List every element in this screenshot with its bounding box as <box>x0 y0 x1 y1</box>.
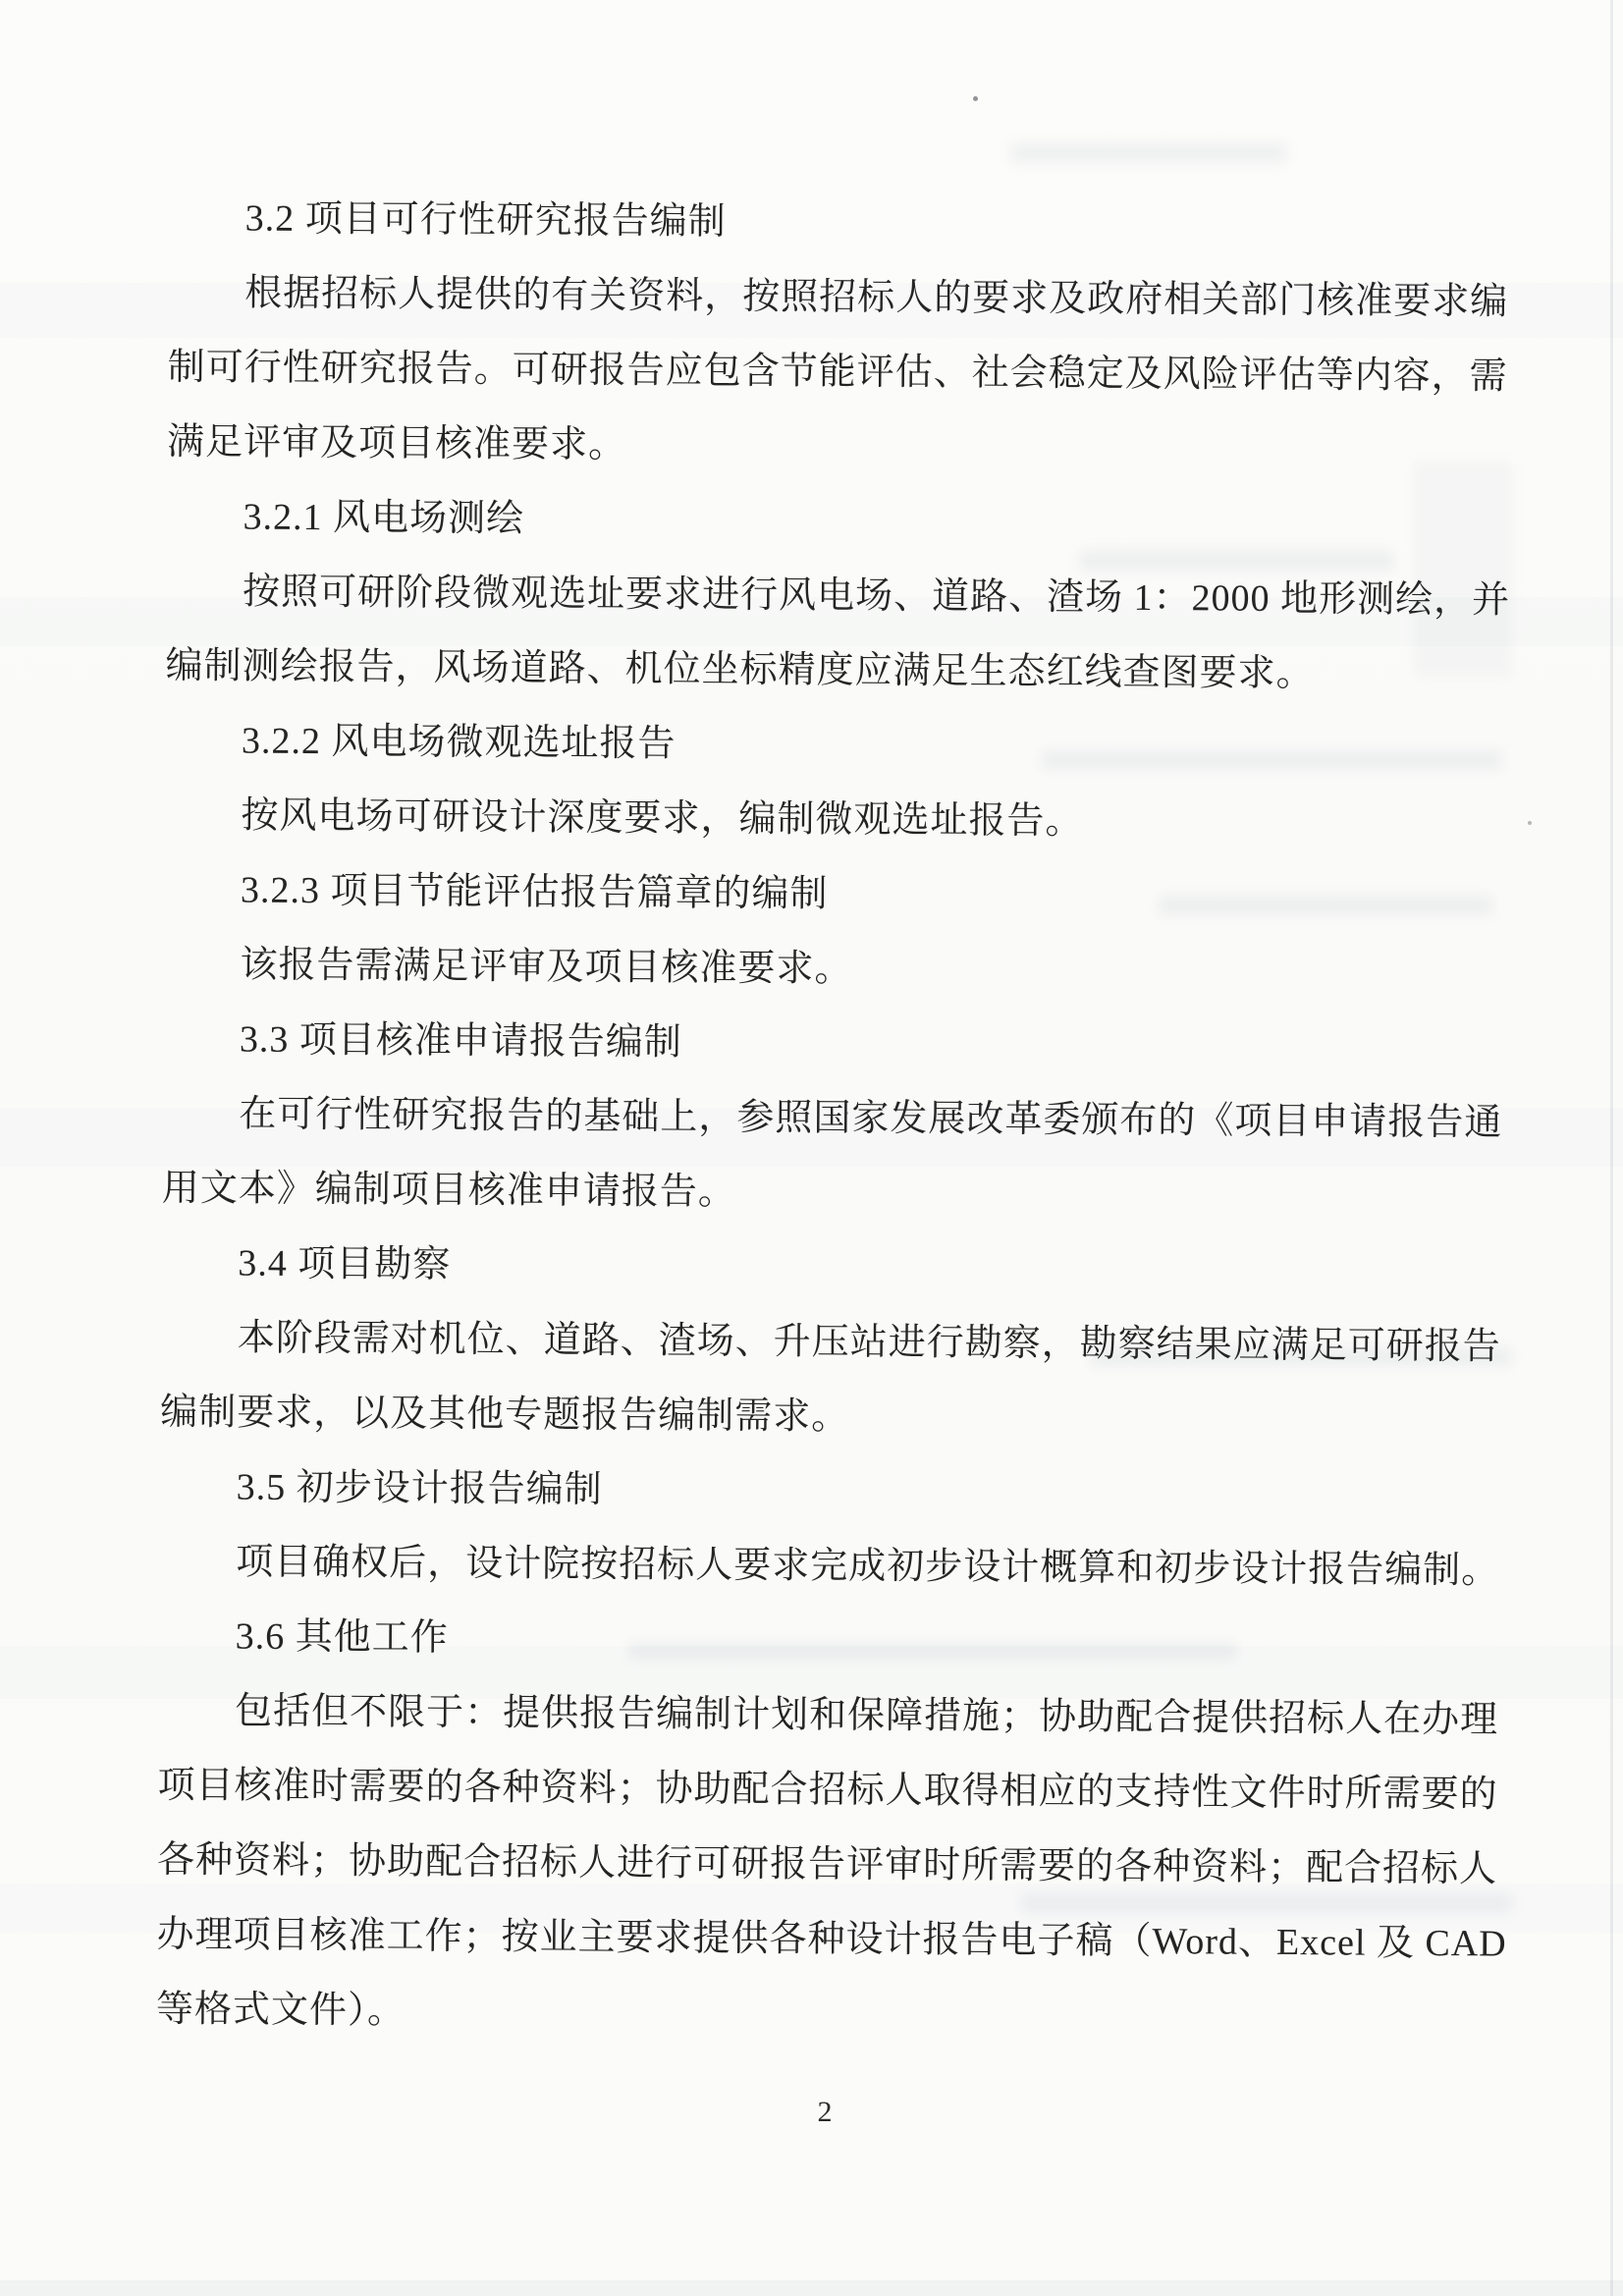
paragraph-line: 编制测绘报告，风场道路、机位坐标精度应满足生态红线查图要求。 <box>165 644 1315 695</box>
section-heading-3-3: 3.3 项目核准申请报告编制 <box>239 1018 683 1064</box>
section-heading-3-5: 3.5 初步设计报告编制 <box>236 1466 603 1511</box>
section-heading-3-2-2: 3.2.2 风电场微观选址报告 <box>241 720 676 765</box>
ink-speck <box>973 96 978 101</box>
paragraph-line: 根据招标人提供的有关资料，按照招标人的要求及政府相关部门核准要求编 <box>244 272 1509 323</box>
paragraph-line: 各种资料；协助配合招标人进行可研报告评审时所需要的各种资料；配合招标人 <box>156 1838 1498 1890</box>
paragraph-line: 办理项目核准工作；按业主要求提供各种设计报告电子稿（Word、Excel 及 CAD <box>156 1913 1507 1965</box>
section-heading-3-2: 3.2 项目可行性研究报告编制 <box>244 197 727 243</box>
bleedthrough-artifact <box>1011 143 1286 163</box>
scan-edge-shadow <box>0 2280 1623 2296</box>
document-body <box>156 181 1563 2056</box>
paragraph-line: 本阶段需对机位、道路、渣场、升压站进行勘察，勘察结果应满足可研报告 <box>237 1317 1501 1368</box>
paragraph-line: 用文本》编制项目核准申请报告。 <box>161 1167 736 1214</box>
section-heading-3-4: 3.4 项目勘察 <box>238 1242 452 1286</box>
paragraph-line: 项目确权后，设计院按招标人要求完成初步设计概算和初步设计报告编制。 <box>236 1541 1500 1592</box>
paragraph-line: 按风电场可研设计深度要求，编制微观选址报告。 <box>241 794 1084 843</box>
section-heading-3-2-1: 3.2.1 风电场测绘 <box>243 496 525 540</box>
paragraph-line: 包括但不限于：提供报告编制计划和保障措施；协助配合提供招标人在办理 <box>234 1690 1499 1741</box>
section-heading-3-2-3: 3.2.3 项目节能评估报告篇章的编制 <box>240 869 829 915</box>
section-heading-3-6: 3.6 其他工作 <box>235 1615 449 1660</box>
paragraph-line: 项目核准时需要的各种资料；协助配合招标人取得相应的支持性文件时所需要的 <box>157 1764 1498 1816</box>
paragraph-line: 编制要求，以及其他专题报告编制需求。 <box>160 1391 850 1438</box>
scan-edge-shadow <box>1610 0 1613 2296</box>
page-number: 2 <box>817 2096 833 2128</box>
paragraph-line: 制可行性研究报告。可研报告应包含节能评估、社会稳定及风险评估等内容，需 <box>167 346 1508 398</box>
paragraph-line: 按照可研阶段微观选址要求进行风电场、道路、渣场 1：2000 地形测绘，并 <box>242 571 1511 622</box>
paragraph-line: 在可行性研究报告的基础上，参照国家发展改革委颁布的《项目申请报告通 <box>239 1093 1503 1144</box>
paragraph-line: 等格式文件）。 <box>155 1988 406 2032</box>
paragraph-line: 该报告需满足评审及项目核准要求。 <box>240 944 853 990</box>
paragraph-line: 满足评审及项目核准要求。 <box>166 420 627 466</box>
